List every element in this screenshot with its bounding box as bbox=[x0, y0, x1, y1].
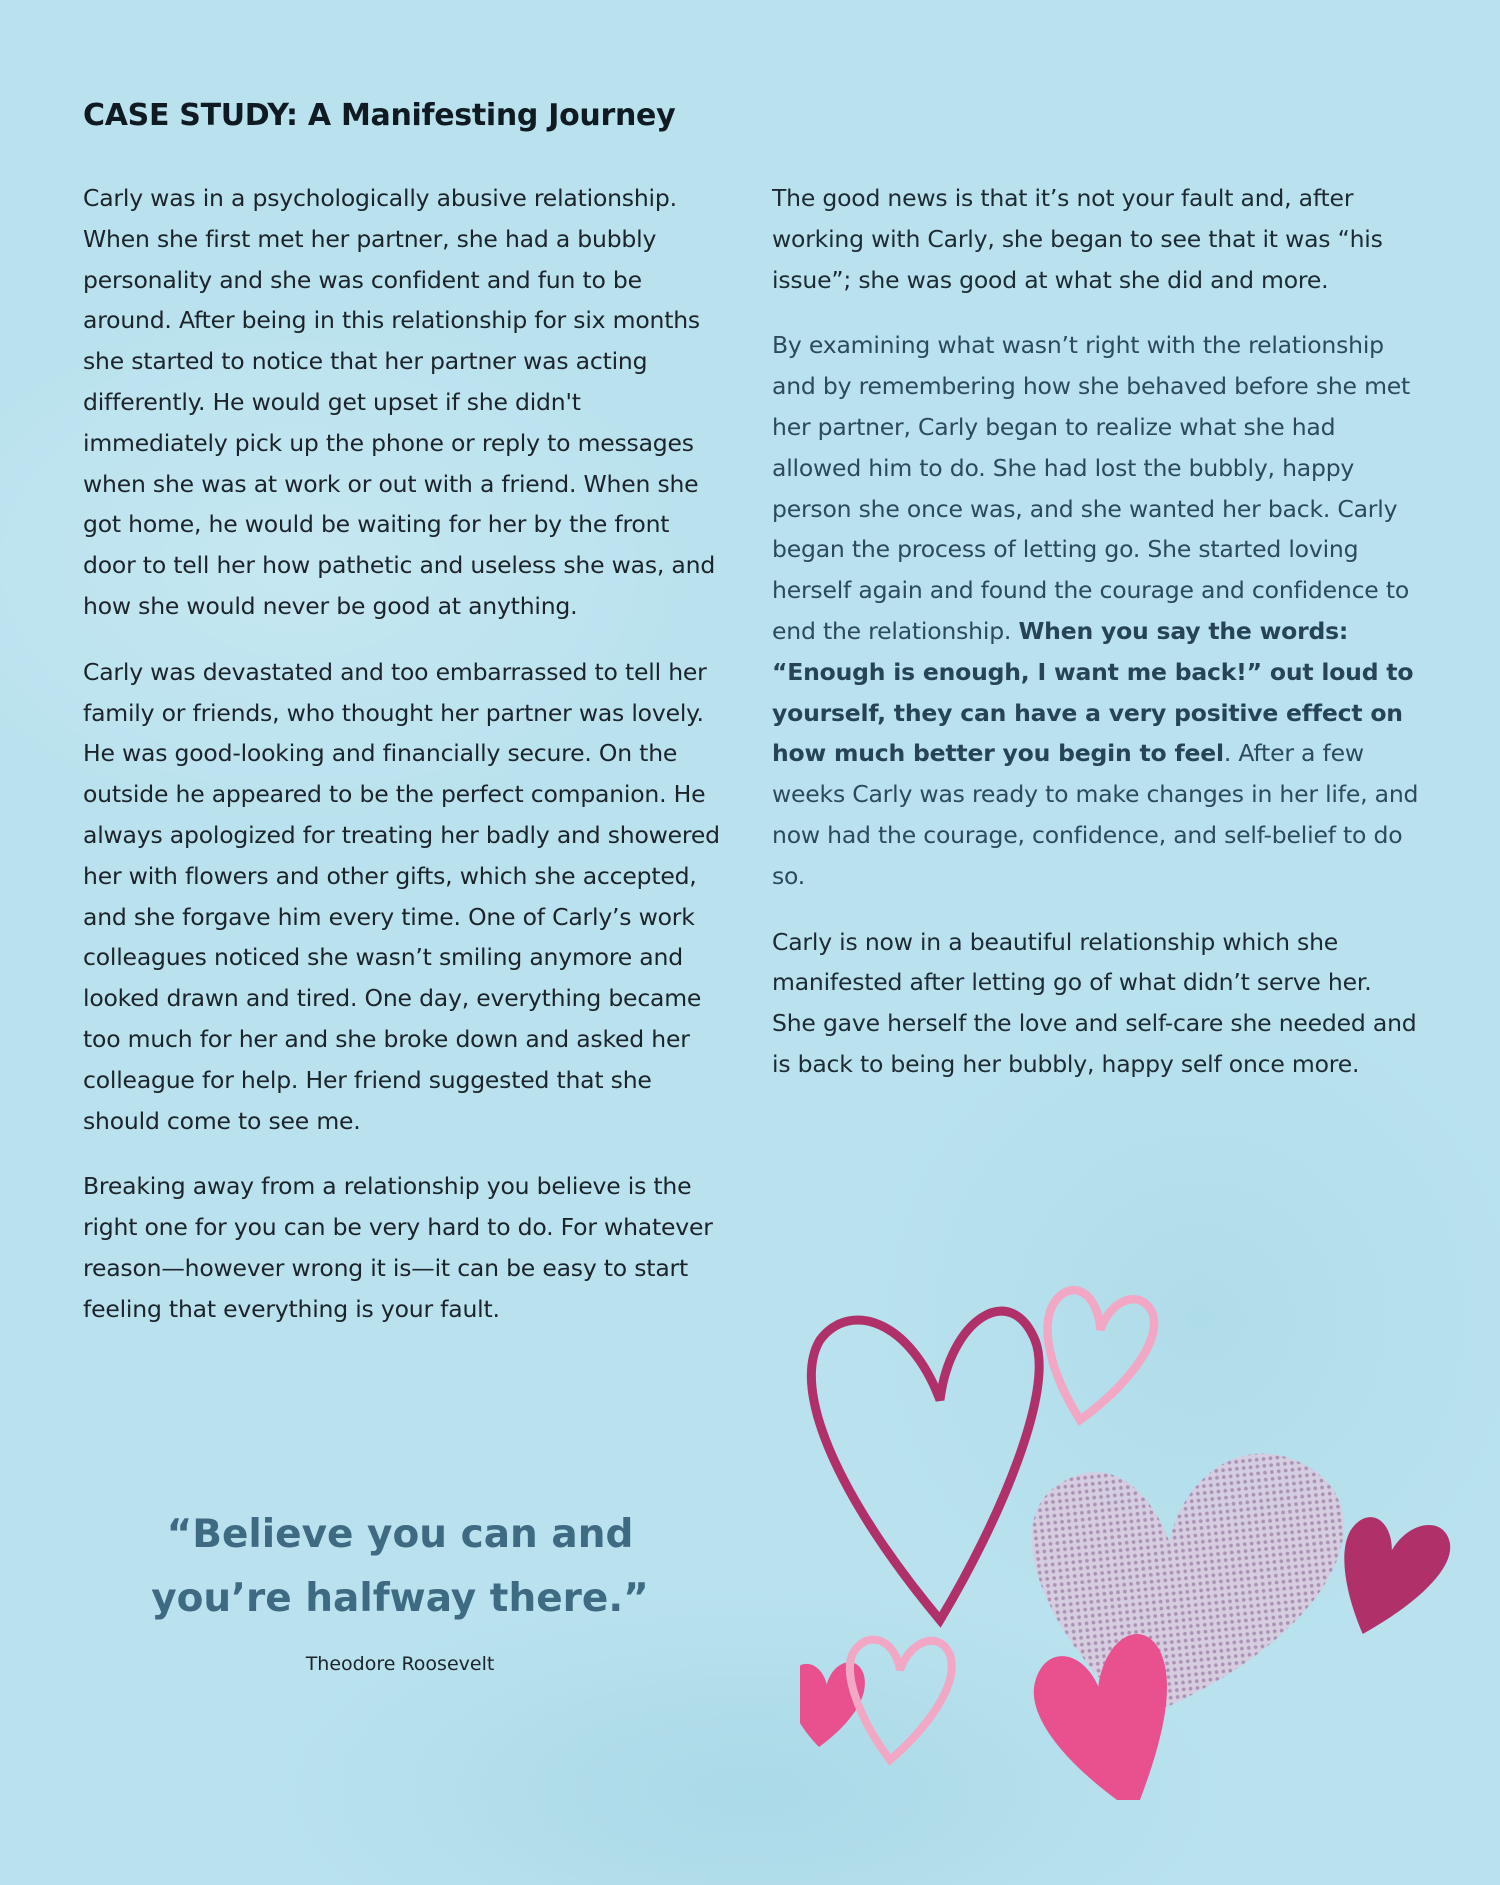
outline-heart-light-pink-small-icon bbox=[850, 1640, 952, 1760]
right-column bbox=[772, 178, 1420, 1110]
quote-author: Theodore Roosevelt bbox=[305, 1653, 495, 1675]
right-paragraph-2-start: By examining what wasn’t right with the relationship and by remembering how she behaved before she met her partner, Carly began to realize what she had allowed him to do. She had lost the bubbly, happy person she once was, and she wanted her back. Carly began the process of letting go. She started loving herself again and found the courage and confidence to end the relationship. bbox=[772, 331, 1411, 645]
hearts-illustration bbox=[800, 1280, 1480, 1800]
page-title: CASE STUDY: A Manifesting Journey bbox=[83, 98, 676, 133]
quote-line-1: “Believe you can and bbox=[166, 1512, 634, 1557]
right-paragraph-2 bbox=[772, 325, 1420, 896]
right-paragraph-3: Carly is now in a beautiful relationship which she manifested after letting go of what didn’t serve her. She gave herself the love and self-care she needed and is back to being her bubbly, happy self once more. bbox=[772, 927, 1417, 1078]
quote-line-2: you’re halfway there.” bbox=[151, 1576, 649, 1621]
left-paragraph-3: Breaking away from a relationship you believe is the right one for you can be very hard to do. For whatever reason—however wrong it is—it can be easy to start feeling that everything is your fault. bbox=[83, 1172, 713, 1323]
left-paragraph-1: Carly was in a psychologically abusive relationship. When she first met her partner, she had a bubbly personality and she was confident and fun to be around. After being in this relationship for six months she started to notice that her partner was acting differently. He would get upset if she didn't immediately pick up the phone or reply to messages when she was at work or out with a friend. When she got home, he would be waiting for her by the front door to tell her how pathetic and useless she was, and how she would never be good at anything. bbox=[83, 184, 716, 620]
left-paragraph-2: Carly was devastated and too embarrassed to tell her family or friends, who thought her partner was lovely. He was good-looking and financially secure. On the outside he appeared to be the perfect companion. He always apologized for treating her badly and showered her with flowers and other gifts, which she accepted, and she forgave him every time. One of Carly’s work colleagues noticed she wasn’t smiling anymore and looked drawn and tired. One day, everything became too much for her and she broke down and asked her colleague for help. Her friend suggested that she should come to see me. bbox=[83, 657, 720, 1135]
right-paragraph-1: The good news is that it’s not your fault and, after working with Carly, she began to see that it was “his issue”; she was good at what she did and more. bbox=[772, 184, 1383, 294]
left-column bbox=[83, 178, 729, 1355]
outline-heart-magenta-icon bbox=[811, 1311, 1039, 1620]
magenta-heart-icon bbox=[1328, 1508, 1454, 1648]
right-paragraph-2-emphasis: When you say the words: “Enough is enough, I want me back!” out loud to yourself, they can have a very positive effect on how much better you begin to feel bbox=[772, 616, 1414, 768]
pull-quote bbox=[150, 1503, 650, 1675]
outline-heart-light-pink-icon bbox=[1048, 1290, 1155, 1420]
right-paragraph-2-end: . After a few weeks Carly was ready to make changes in her life, and now had the courage, confidence, and self-belief to do so. bbox=[772, 739, 1419, 890]
